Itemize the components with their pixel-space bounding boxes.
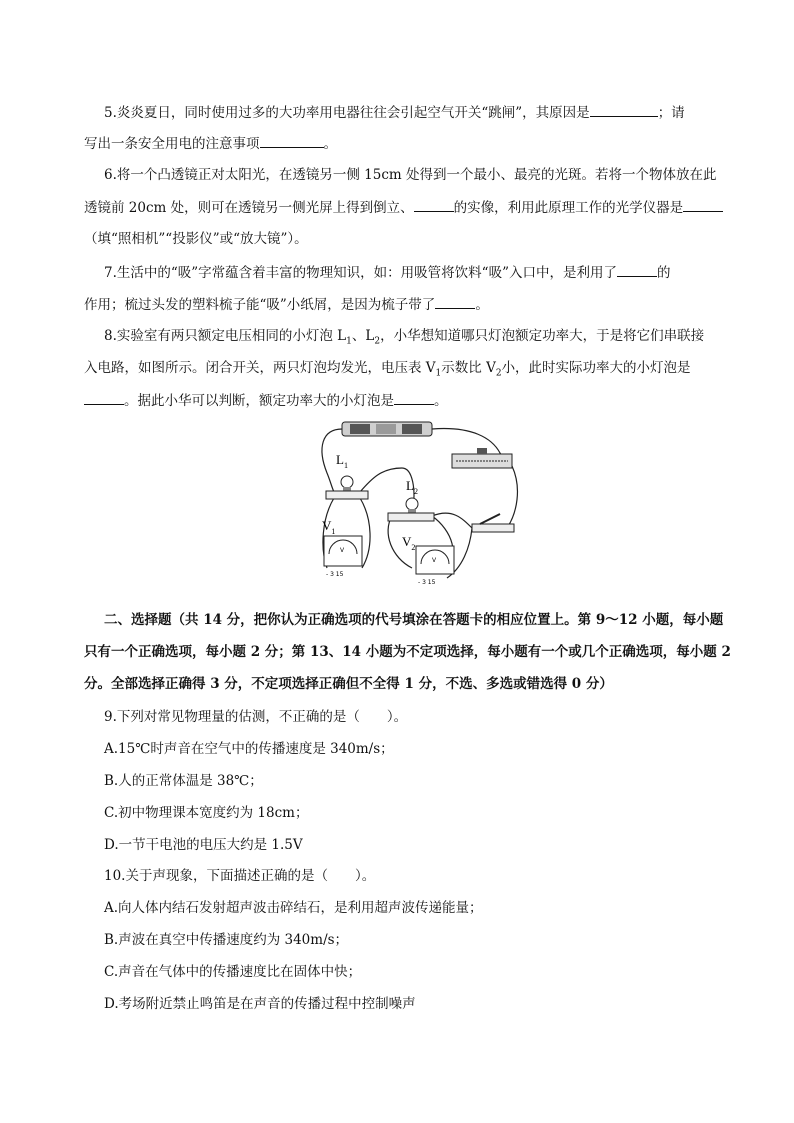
q5-blank-2[interactable]: [260, 133, 324, 148]
section2-line2: 只有一个正确选项，每小题 2 分；第 13、14 小题为不定项选择，每小题有一个或几个正确选项，每小题 2: [84, 644, 731, 660]
q8-sub-l2: 2: [374, 336, 381, 347]
q8-line3: [84, 390, 734, 411]
switch-icon: [472, 514, 514, 532]
q10-option-c[interactable]: C.声音在气体中的传播速度比在固体中快；: [104, 964, 362, 980]
q8-line1: [104, 326, 734, 352]
v2-label: $V_2$: [402, 534, 416, 552]
bulb-l1: [326, 452, 368, 499]
q8-line2: [84, 358, 734, 384]
q7-text-a: 7.生活中的“吸”字常蕴含着丰富的物理知识，如：用吸管将饮料“吸”入口中，是利用了: [104, 265, 617, 281]
q5-text-c: 写出一条安全用电的注意事项: [84, 136, 260, 152]
q6-text-a: 透镜前 20cm 处，则可在透镜另一侧光屏上得到倒立、: [84, 200, 414, 216]
q8-text-h: 。: [434, 393, 448, 409]
q9-option-a[interactable]: A.15℃时声音在空气中的传播速度是 340m/s；: [104, 741, 394, 757]
q7-blank-2[interactable]: [435, 294, 475, 309]
voltmeter-v2: [402, 534, 454, 586]
section2-line3: 分。全部选择正确得 3 分，不定项选择正确但不全得 1 分，不选、多选或错选得 0 分）: [84, 676, 613, 692]
q10-option-d[interactable]: D.考场附近禁止鸣笛是在声音的传播过程中控制噪声: [104, 996, 416, 1012]
v1-label: $V_1$: [322, 518, 336, 536]
q7-text-b: 的: [657, 265, 671, 281]
q8-text-b: 、L: [351, 328, 375, 344]
battery-icon: [342, 422, 432, 436]
v2-scale: - 3 15: [418, 579, 436, 586]
q6-text-b: 的实像，利用此原理工作的光学仪器是: [453, 200, 684, 216]
q5-line2: [84, 133, 734, 154]
q5-text-d: 。: [323, 136, 337, 152]
q8-blank-1[interactable]: [84, 390, 124, 405]
q10-option-b[interactable]: B.声波在真空中传播速度约为 340m/s；: [104, 932, 349, 948]
q10-stem: 10.关于声现象，下面描述正确的是（ ）。: [104, 868, 376, 884]
q6-line3: （填“照相机”“投影仪”或“放大镜”）。: [84, 231, 308, 247]
l2-label: $L_2$: [406, 478, 418, 496]
q6-blank-2[interactable]: [683, 197, 723, 212]
circuit-diagram: [312, 418, 532, 588]
q6-blank-1[interactable]: [414, 197, 454, 212]
rheostat-icon: [452, 448, 512, 468]
q8-text-g: 。据此小华可以判断，额定功率大的小灯泡是: [124, 393, 394, 409]
q7-line1: [104, 262, 734, 283]
q6-line1: 6.将一个凸透镜正对太阳光，在透镜另一侧 15cm 处得到一个最小、最亮的光斑。若将一个物体放在此: [104, 167, 717, 183]
q6-line2: [84, 197, 734, 218]
q8-text-f: 小，此时实际功率大的小灯泡是: [501, 360, 691, 376]
q8-blank-2[interactable]: [394, 390, 434, 405]
q7-blank-1[interactable]: [617, 262, 657, 277]
q9-stem: 9.下列对常见物理量的估测，不正确的是（ ）。: [104, 709, 408, 725]
q8-text-c: ，小华想知道哪只灯泡额定功率大，于是将它们串联接: [380, 328, 705, 344]
q8-text-d: 入电路，如图所示。闭合开关，两只灯泡均发光，电压表 V: [84, 360, 436, 376]
q8-text-e: 示数比 V: [441, 360, 496, 376]
q7-line2: [84, 294, 734, 315]
q8-sub-l1: 1: [346, 336, 352, 347]
q10-option-a[interactable]: A.向人体内结石发射超声波击碎结石，是利用超声波传递能量；: [104, 900, 483, 916]
voltmeter-v1: [322, 518, 362, 578]
q8-text-a: 8.实验室有两只额定电压相同的小灯泡 L: [104, 328, 347, 344]
v1-meter-symbol: V: [340, 547, 345, 554]
l1-label: $L_1$: [336, 452, 348, 470]
q8-sub-v1: 1: [435, 368, 442, 379]
q7-text-d: 。: [475, 297, 489, 313]
v1-scale: - 3 15: [326, 571, 344, 578]
q5-text-a: 5.炎炎夏日，同时使用过多的大功率用电器往往会引起空气开关“跳闸”，其原因是: [104, 105, 590, 121]
q9-option-d[interactable]: D.一节干电池的电压大约是 1.5V: [104, 837, 303, 853]
q5-blank-1[interactable]: [590, 102, 658, 117]
bulb-l2: [388, 478, 434, 521]
v2-meter-symbol: V: [432, 557, 437, 564]
q8-sub-v2: 2: [495, 368, 502, 379]
q9-option-b[interactable]: B.人的正常体温是 38℃；: [104, 773, 263, 789]
q7-text-c: 作用；梳过头发的塑料梳子能“吸”小纸屑，是因为梳子带了: [84, 297, 436, 313]
q9-option-c[interactable]: C.初中物理课本宽度约为 18cm；: [104, 805, 309, 821]
q5-text-b: ；请: [657, 105, 685, 121]
section2-line1: 二、选择题（共 14 分，把你认为正确选项的代号填涂在答题卡的相应位置上。第 9～12 小题，每小题: [104, 612, 724, 628]
q5-line1: [104, 102, 734, 123]
